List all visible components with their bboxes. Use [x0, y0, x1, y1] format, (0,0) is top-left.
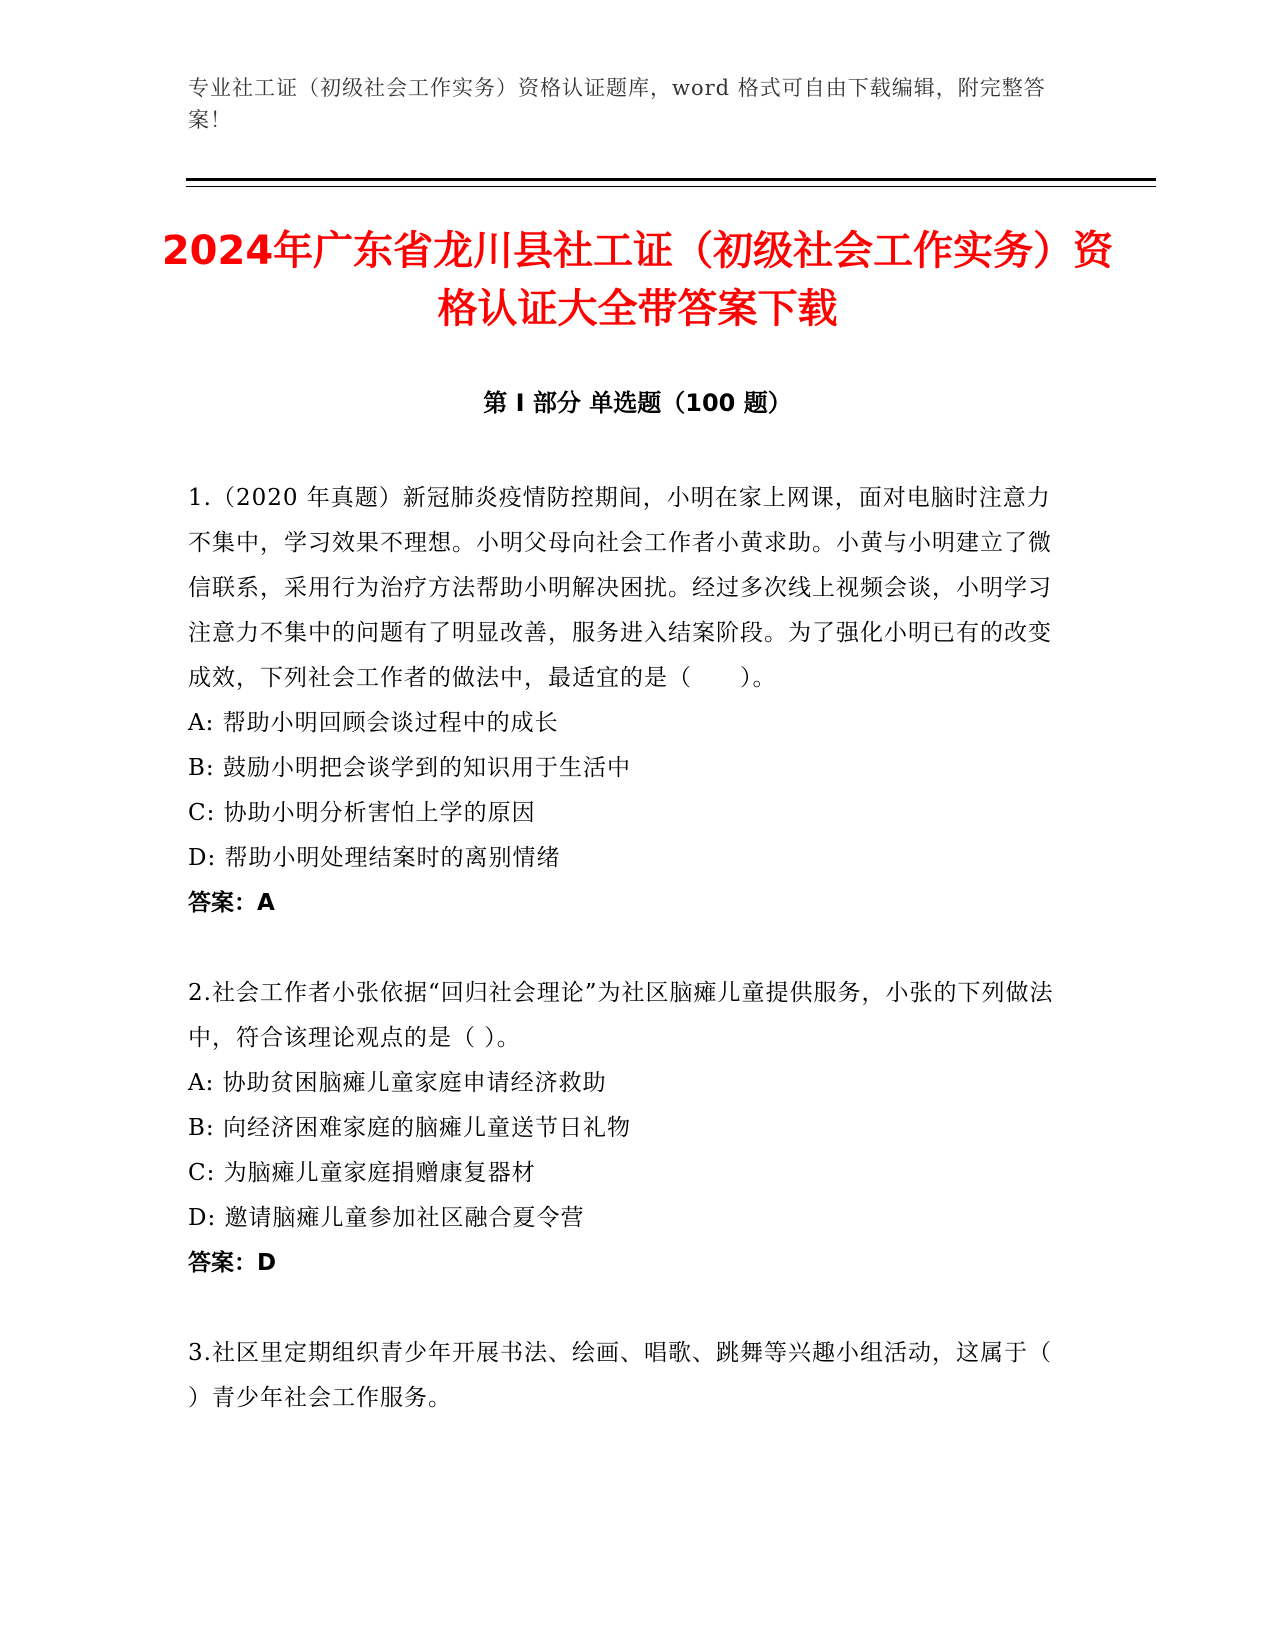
option-c: C: 为脑瘫儿童家庭捐赠康复器材: [188, 1160, 536, 1186]
question-3: [188, 1331, 1068, 1421]
option-b: B: 鼓励小明把会谈学到的知识用于生活中: [188, 755, 631, 781]
question-list: [188, 476, 1068, 1421]
question-stem: 2.社会工作者小张依据“回归社会理论”为社区脑瘫儿童提供服务，小张的下列做法中，符合该理论观点的是（ ）。: [188, 980, 1054, 1051]
option-d: D: 邀请脑瘫儿童参加社区融合夏令营: [188, 1205, 585, 1231]
question-2: [188, 971, 1068, 1286]
question-1: [188, 476, 1068, 926]
option-c: C: 协助小明分析害怕上学的原因: [188, 800, 536, 826]
section-heading: 第 I 部分 单选题（100 题）: [483, 389, 792, 417]
answer-label: 答案：A: [188, 890, 275, 916]
question-stem: 3.社区里定期组织青少年开展书法、绘画、唱歌、跳舞等兴趣小组活动，这属于（ ）青少年社会工作服务。: [188, 1340, 1052, 1411]
document-title: 2024年广东省龙川县社工证（初级社会工作实务）资格认证大全带答案下载: [161, 228, 1114, 332]
header-divider-thick: [186, 178, 1156, 181]
header-note: 专业社工证（初级社会工作实务）资格认证题库，word 格式可自由下载编辑，附完整答案！: [188, 76, 1046, 132]
option-a: A: 协助贫困脑瘫儿童家庭申请经济救助: [188, 1070, 607, 1096]
header-divider-thin: [186, 186, 1156, 187]
option-d: D: 帮助小明处理结案时的离别情绪: [188, 845, 561, 871]
option-b: B: 向经济困难家庭的脑瘫儿童送节日礼物: [188, 1115, 631, 1141]
option-a: A: 帮助小明回顾会谈过程中的成长: [188, 710, 559, 736]
question-stem: 1.（2020 年真题）新冠肺炎疫情防控期间，小明在家上网课，面对电脑时注意力不集中，学习效果不理想。小明父母向社会工作者小黄求助。小黄与小明建立了微信联系，采用行为治疗方法帮助小明解决困扰。经过多次线上视频会谈，小明学习注意力不集中的问题有了明显改善，服务进入结案阶段。为了强化小明已有的改变成效，下列社会工作者的做法中，最适宜的是（ ）。: [188, 485, 1052, 691]
answer-label: 答案：D: [188, 1250, 277, 1276]
